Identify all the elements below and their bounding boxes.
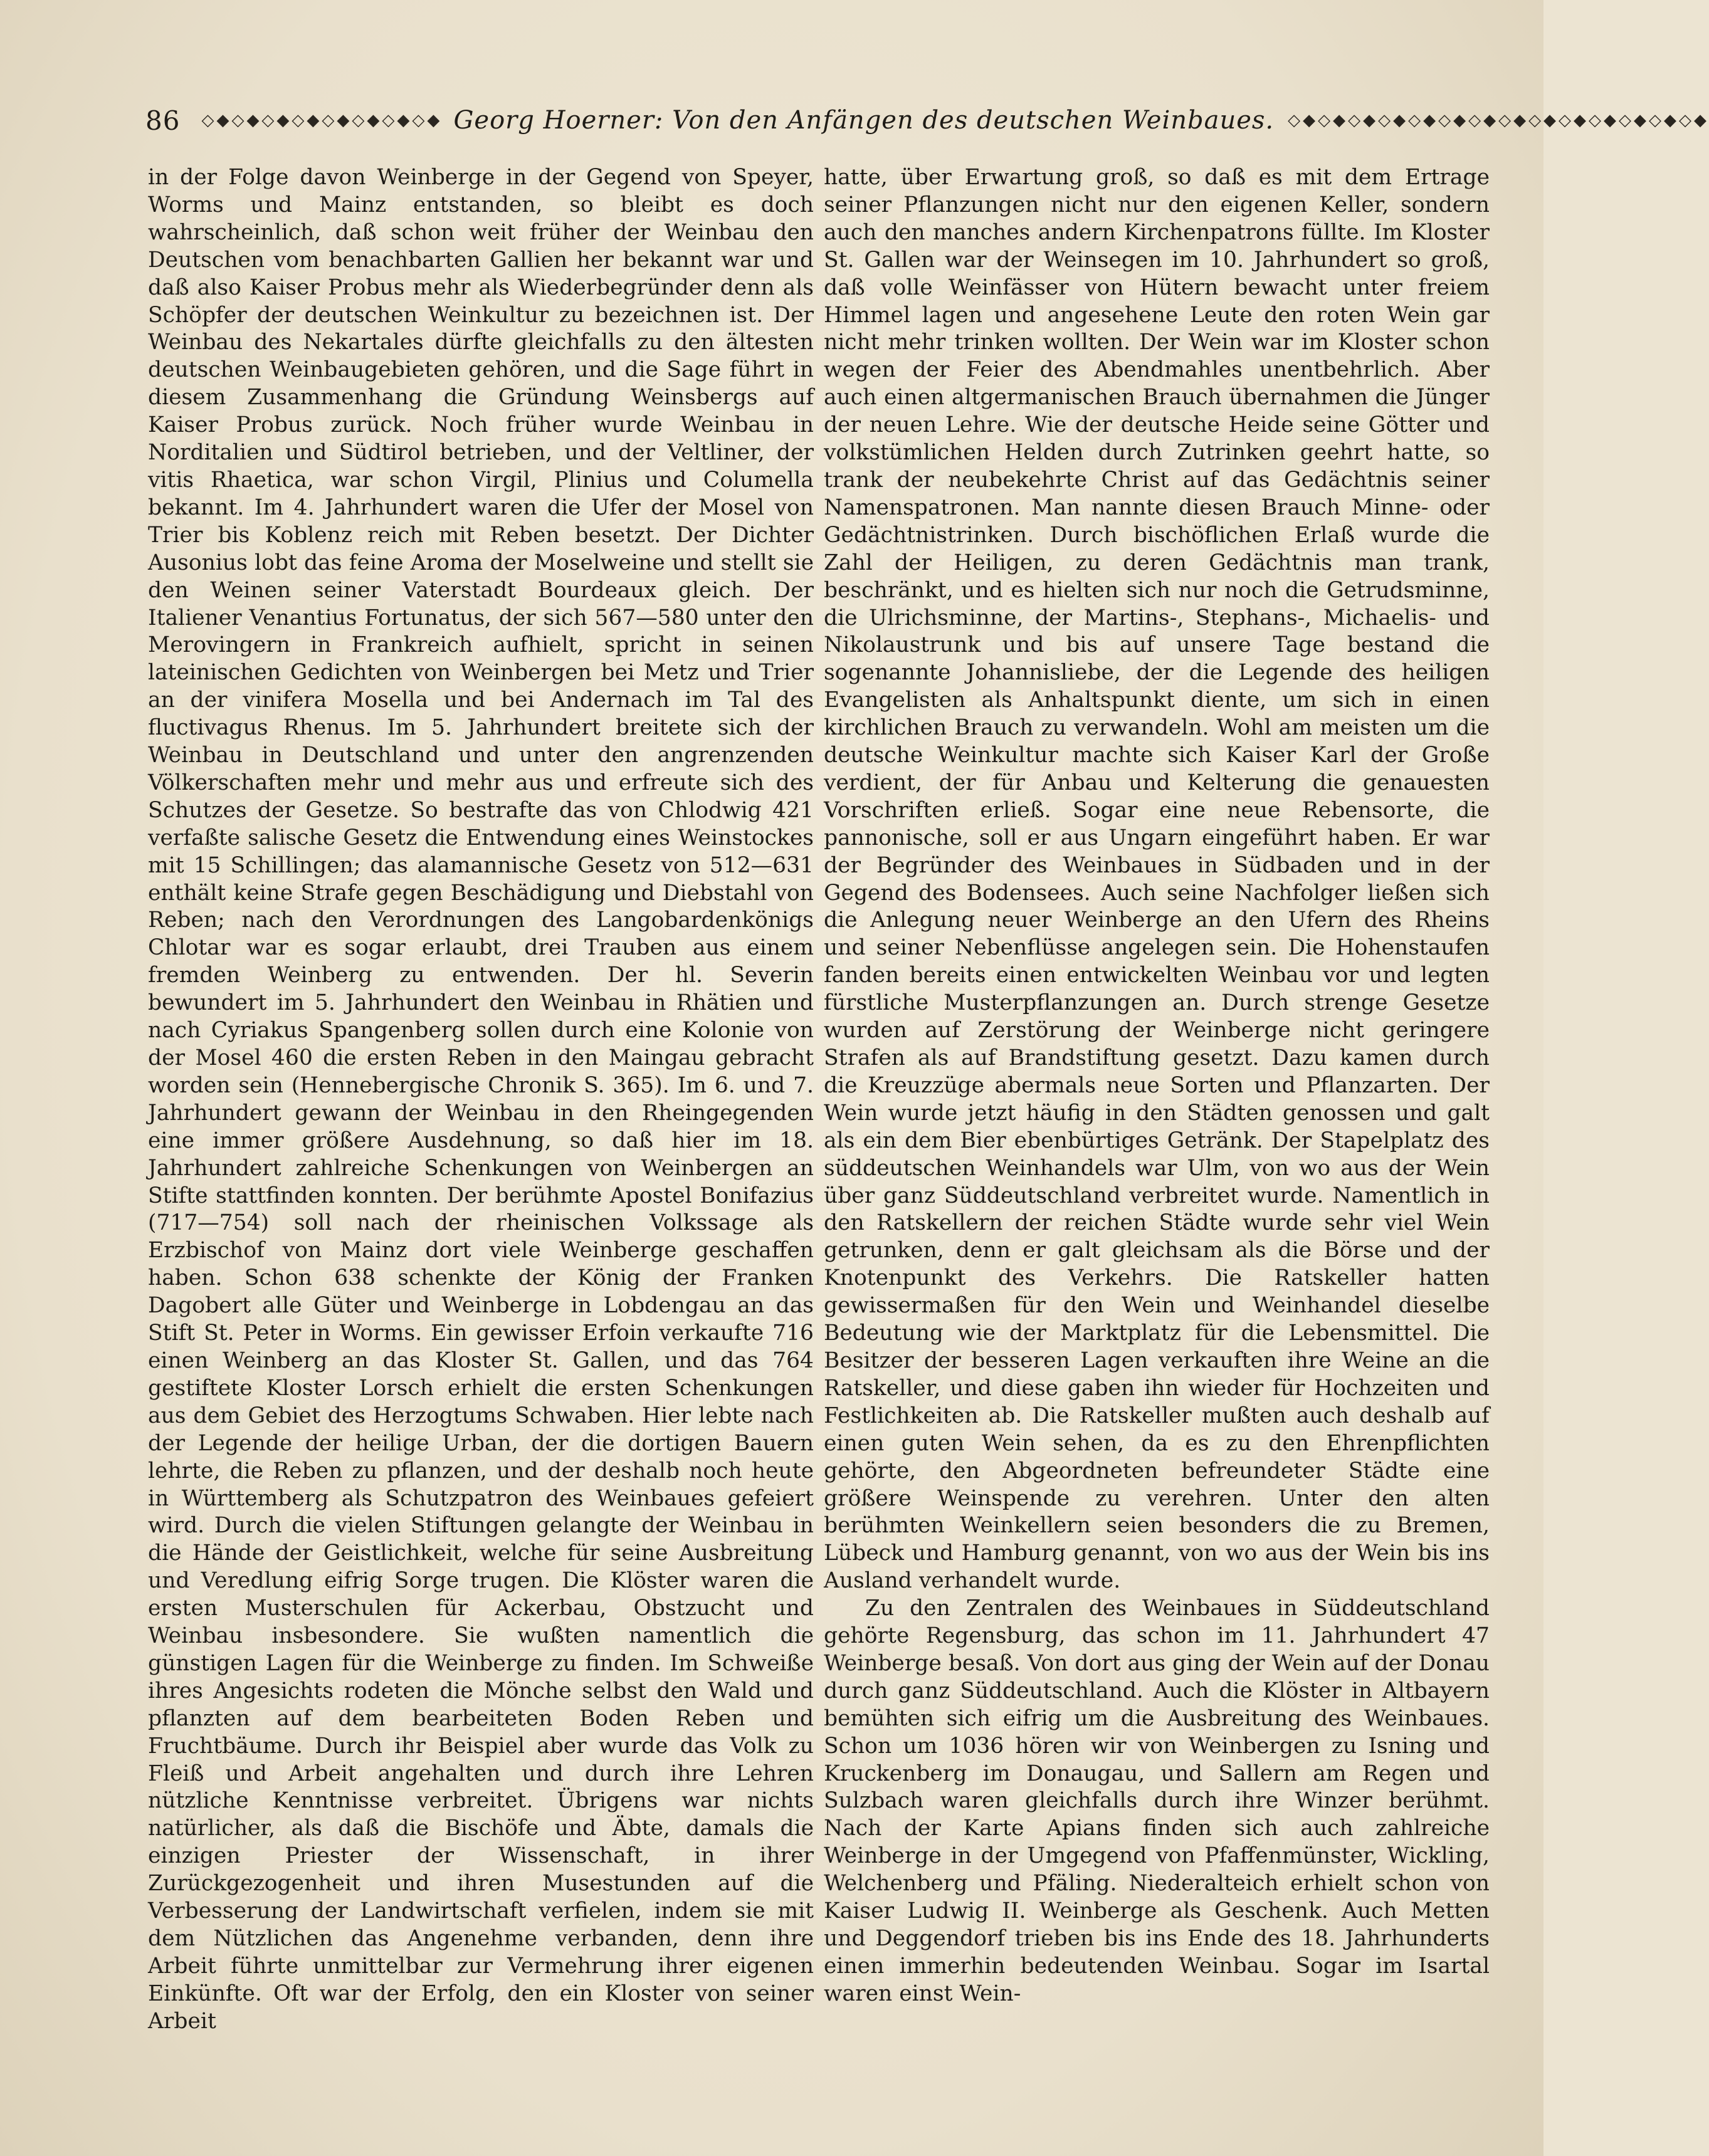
page-number: 86 bbox=[145, 105, 181, 136]
right-column bbox=[824, 164, 1490, 2008]
page-header bbox=[145, 100, 1709, 140]
left-column bbox=[148, 164, 814, 2036]
ornament-left: ◇◆◇◆◇◆◇◆◇◆◇◆◇◆◇◆ bbox=[201, 111, 443, 130]
ornament-right: ◇◆◇◆◇◆◇◆◇◆◇◆◇◆◇◆◇◆◇◆◇◆◇◆◇◆◇◆ bbox=[1288, 111, 1709, 130]
running-head: Georg Hoerner: Von den Anfängen des deutschen Weinbaues. bbox=[453, 106, 1275, 135]
right-paragraph-2: Zu den Zentralen des Weinbaues in Süddeutschland gehörte Regensburg, das schon im 11. Jahrhundert 47 Weinberge besaß. Von dort aus ging der Wein auf der Donau durch ganz Süddeutschland. Auch die Klöster in Altbayern bemühten sich eifrig um die Ausbreitung des Weinbaues. Schon um 1036 hören wir von Weinbergen zu Isning und Kruckenberg im Donaugau, und Sallern am Regen und Sulzbach waren gleichfalls durch ihre Winzer berühmt. Nach der Karte Apians finden sich auch zahlreiche Weinberge in der Umgegend von Pfaffenmünster, Wickling, Welchenberg und Pfäling. Niederalteich erhielt schon von Kaiser Ludwig II. Weinberge als Geschenk. Auch Metten und Deggendorf trieben bis ins Ende des 18. Jahrhunderts einen immerhin bedeutenden Weinbau. Sogar im Isartal waren einst Wein- bbox=[824, 1596, 1490, 2006]
left-paragraph-1: in der Folge davon Weinberge in der Gegend von Speyer, Worms und Mainz entstanden, so bleibt es doch wahrscheinlich, daß schon weit früher der Weinbau den Deutschen vom benachbarten Gallien her bekannt war und daß also Kaiser Probus mehr als Wiederbegründer denn als Schöpfer der deutschen Weinkultur zu bezeichnen ist. Der Weinbau des Nekartales dürfte gleichfalls zu den ältesten deutschen Weinbaugebieten gehören, und die Sage führt in diesem Zusammenhang die Gründung Weinsbergs auf Kaiser Probus zurück. Noch früher wurde Weinbau in Norditalien und Südtirol betrieben, und der Veltliner, der vitis Rhaetica, war schon Virgil, Plinius und Columella bekannt. Im 4. Jahrhundert waren die Ufer der Mosel von Trier bis Koblenz reich mit Reben besetzt. Der Dichter Ausonius lobt das feine Aroma der Moselweine und stellt sie den Weinen seiner Vaterstadt Bourdeaux gleich. Der Italiener Venantius Fortunatus, der sich 567—580 unter den Merovingern in Frankreich aufhielt, spricht in seinen lateinischen Gedichten von Weinbergen bei Metz und Trier an der vinifera Mosella und bei Andernach im Tal des fluctivagus Rhenus. Im 5. Jahrhundert breitete sich der Weinbau in Deutschland und unter den angrenzenden Völkerschaften mehr und mehr aus und erfreute sich des Schutzes der Gesetze. So bestrafte das von Chlodwig 421 verfaßte salische Gesetz die Entwendung eines Weinstockes mit 15 Schillingen; das alamannische Gesetz von 512—631 enthält keine Strafe gegen Beschädigung und Diebstahl von Reben; nach den Verordnungen des Langobardenkönigs Chlotar war es sogar erlaubt, drei Trauben aus einem fremden Weinberg zu entwenden. Der hl. Severin bewundert im 5. Jahrhundert den Weinbau in Rhätien und nach Cyriakus Spangenberg sollen durch eine Kolonie von der Mosel 460 die ersten Reben in den Maingau gebracht worden sein (Hennebergische Chronik S. 365). Im 6. und 7. Jahrhundert gewann der Weinbau in den Rheingegenden eine immer größere Ausdehnung, so daß hier im 18. Jahrhundert zahlreiche Schenkungen von Weinbergen an Stifte stattfinden konnten. Der berühmte Apostel Bonifazius (717—754) soll nach der rheinischen Volkssage als Erzbischof von Mainz dort viele Weinberge geschaffen haben. Schon 638 schenkte der König der Franken Dagobert alle Güter und Weinberge in Lobdengau an das Stift St. Peter in Worms. Ein gewisser Erfoin verkaufte 716 einen Weinberg an das Kloster St. Gallen, und das 764 gestiftete Kloster Lorsch erhielt die ersten Schenkungen aus dem Gebiet des Herzogtums Schwaben. Hier lebte nach der Legende der heilige Urban, der die dortigen Bauern lehrte, die Reben zu pflanzen, und der deshalb noch heute in Württemberg als Schutzpatron des Weinbaues gefeiert wird. Durch die vielen Stiftungen gelangte der Weinbau in die Hände der Geistlichkeit, welche für seine Ausbreitung und Veredlung eifrig Sorge trugen. Die Klöster waren die ersten Musterschulen für Ackerbau, Obstzucht und Weinbau insbesondere. Sie wußten namentlich die günstigen Lagen für die Weinberge zu finden. Im Schweiße ihres Angesichts rodeten die Mönche selbst den Wald und pflanzten auf dem bearbeiteten Boden Reben und Fruchtbäume. Durch ihr Beispiel aber wurde das Volk zu Fleiß und Arbeit angehalten und durch ihre Lehren nützliche Kenntnisse verbreitet. Übrigens war nichts natürlicher, als daß die Bischöfe und Äbte, damals die einzigen Priester der Wissenschaft, in ihrer Zurückgezogenheit und ihren Musestunden auf die Verbesserung der Landwirtschaft verfielen, indem sie mit dem Nützlichen das Angenehme verbanden, denn ihre Arbeit führte unmittelbar zur Vermehrung ihrer eigenen Einkünfte. Oft war der Erfolg, den ein Kloster von seiner Arbeit bbox=[148, 165, 814, 2034]
right-paragraph-1: hatte, über Erwartung groß, so daß es mit dem Ertrage seiner Pflanzungen nicht nur den eigenen Keller, sondern auch den manches andern Kirchenpatrons füllte. Im Kloster St. Gallen war der Weinsegen im 10. Jahrhundert so groß, daß volle Weinfässer von Hütern bewacht unter freiem Himmel lagen und angesehene Leute den roten Wein gar nicht mehr trinken wollten. Der Wein war im Kloster schon wegen der Feier des Abendmahles unentbehrlich. Aber auch einen altgermanischen Brauch übernahmen die Jünger der neuen Lehre. Wie der deutsche Heide seine Götter und volkstümlichen Helden durch Zutrinken geehrt hatte, so trank der neubekehrte Christ auf das Gedächtnis seiner Namenspatronen. Man nannte diesen Brauch Minne- oder Gedächtnistrinken. Durch bischöflichen Erlaß wurde die Zahl der Heiligen, zu deren Gedächtnis man trank, beschränkt, und es hielten sich nur noch die Getrudsminne, die Ulrichsminne, der Martins-, Stephans-, Michaelis- und Nikolaustrunk und bis auf unsere Tage bestand die sogenannte Johannisliebe, der die Legende des heiligen Evangelisten als Anhaltspunkt diente, um sich in einen kirchlichen Brauch zu verwandeln. Wohl am meisten um die deutsche Weinkultur machte sich Kaiser Karl der Große verdient, der für Anbau und Kelterung die genauesten Vorschriften erließ. Sogar eine neue Rebensorte, die pannonische, soll er aus Ungarn eingeführt haben. Er war der Begründer des Weinbaues in Südbaden und in der Gegend des Bodensees. Auch seine Nachfolger ließen sich die Anlegung neuer Weinberge an den Ufern des Rheins und seiner Nebenflüsse angelegen sein. Die Hohenstaufen fanden bereits einen entwickelten Weinbau vor und legten fürstliche Musterpflanzungen an. Durch strenge Gesetze wurden auf Zerstörung der Weinberge nicht geringere Strafen als auf Brandstiftung gesetzt. Dazu kamen durch die Kreuzzüge abermals neue Sorten und Pflanzarten. Der Wein wurde jetzt häufig in den Städten genossen und galt als ein dem Bier ebenbürtiges Getränk. Der Stapelplatz des süddeutschen Weinhandels war Ulm, von wo aus der Wein über ganz Süddeutschland verbreitet wurde. Namentlich in den Ratskellern der reichen Städte wurde sehr viel Wein getrunken, denn er galt gleichsam als die Börse und der Knotenpunkt des Verkehrs. Die Ratskeller hatten gewissermaßen für den Wein und Weinhandel dieselbe Bedeutung wie der Marktplatz für die Lebensmittel. Die Besitzer der besseren Lagen verkauften ihre Weine an die Ratskeller, und diese gaben ihn wieder für Hochzeiten und Festlichkeiten ab. Die Ratskeller mußten auch deshalb auf einen guten Wein sehen, da es zu den Ehrenpflichten gehörte, den Abgeordneten befreundeter Städte eine größere Weinspende zu verehren. Unter den alten berühmten Weinkellern seien besonders die zu Bremen, Lübeck und Hamburg genannt, von wo aus der Wein bis ins Ausland verhandelt wurde. bbox=[824, 165, 1490, 1594]
